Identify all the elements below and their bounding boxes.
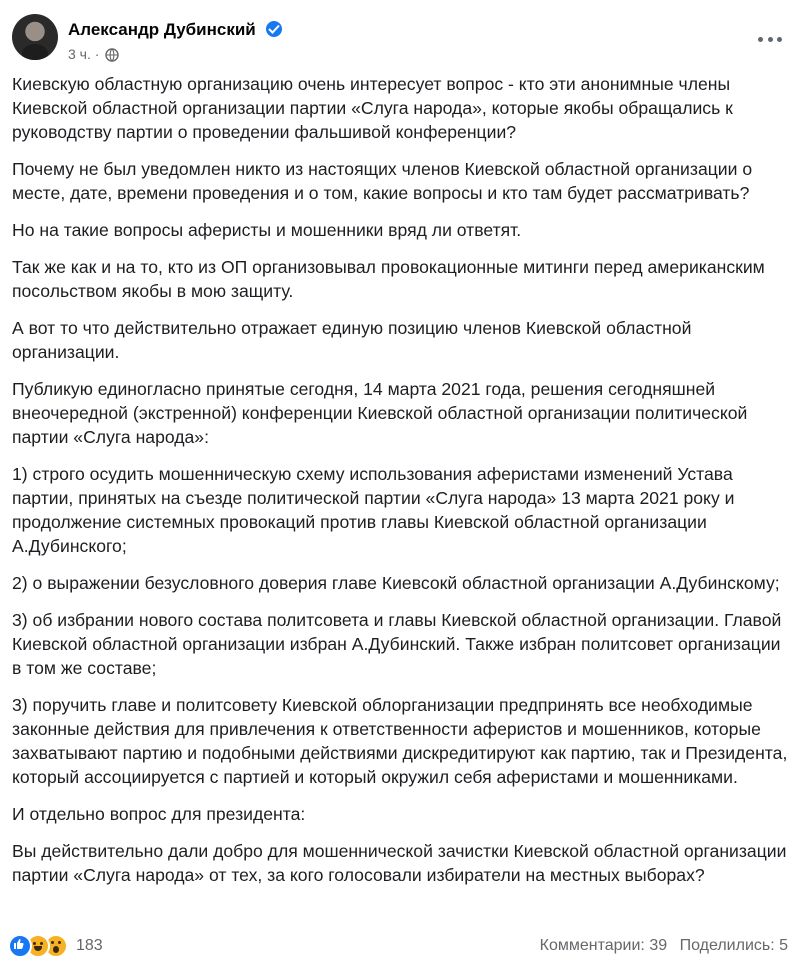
post-time[interactable]: 3 ч.: [68, 46, 91, 62]
more-options-button[interactable]: [758, 32, 782, 46]
post-paragraph: Так же как и на то, кто из ОП организовывал провокационные митинги перед американским посольством якобы в мою защиту.: [12, 257, 765, 301]
separator-dot: ·: [94, 46, 100, 62]
post-paragraph: И отдельно вопрос для президента:: [12, 804, 306, 824]
mouth: [53, 946, 59, 953]
eye: [33, 942, 36, 945]
dot-icon: [768, 37, 773, 42]
like-icon: [8, 934, 32, 958]
post-paragraph: Киевскую областную организацию очень интересует вопрос - кто эти анонимные члены Киевской областной организации партии «Слуга народа», которые якобы обращались к руководству партии о проведении фальшивой конференции?: [12, 74, 733, 142]
post-paragraph: 3) об избрании нового состава политсовета и главы Киевской областной организации. Главой Киевской областной организации избран А.Дубинский. Также избран политсовет организации в том же составе;: [12, 610, 782, 678]
post-paragraph: А вот то что действительно отражает единую позицию членов Киевской областной организации.: [12, 318, 692, 362]
post-paragraph: Почему не был уведомлен никто из настоящих членов Киевской областной организации о месте, дате, времени проведения и о том, какие вопросы и кто там будет рассматривать?: [12, 159, 753, 203]
post-footer: [8, 932, 788, 960]
verified-badge-icon: [266, 21, 282, 37]
eye: [51, 941, 54, 944]
post-stats: [532, 937, 788, 955]
avatar[interactable]: [12, 14, 58, 60]
dot-icon: [758, 37, 763, 42]
post-meta: [68, 46, 119, 65]
eye: [40, 942, 43, 945]
reactions-summary[interactable]: [8, 934, 103, 958]
post-paragraph: Публикую единогласно принятые сегодня, 14 марта 2021 года, решения сегодняшней внеочередной (экстренной) конференции Киевской областной организации политической партии «Слуга народа»:: [12, 379, 748, 447]
post-paragraph: Но на такие вопросы аферисты и мошенники вряд ли ответят.: [12, 220, 522, 240]
author-name[interactable]: [68, 20, 282, 40]
author-name-text[interactable]: Александр Дубинский: [68, 20, 256, 39]
post-paragraph: 1) строго осудить мошенническую схему использования аферистами изменений Устава партии, принятых на съезде политической партии «Слуга народа» 13 марта 2021 року и продолжение системных провокаций против главы Киевской областной организации А.Дубинского;: [12, 464, 735, 556]
reactions-count[interactable]: 183: [76, 937, 103, 954]
post-header: [12, 10, 788, 70]
post-paragraph: 2) о выражении безусловного доверия главе Киевсокй областной организации А.Дубинскому;: [12, 573, 780, 593]
shares-count-link[interactable]: Поделились: 5: [679, 937, 788, 954]
post-paragraph: 3) поручить главе и политсовету Киевской облорганизации предпринять все необходимые законные действия для привлечения к ответственности аферистов и мошенников, которые захватывают партию и подобными действиями дискредитируют как партию, так и Президента, который ассоциируется с партией и который окружил себя аферистами и мошенниками.: [12, 695, 788, 787]
globe-icon: [105, 48, 119, 65]
comments-count-link[interactable]: Комментарии: 39: [539, 937, 668, 954]
dot-icon: [777, 37, 782, 42]
mouth: [34, 946, 42, 951]
post-body: [12, 72, 790, 900]
post-paragraph: Вы действительно дали добро для мошеннической зачистки Киевской областной организации партии «Слуга народа» от тех, за кого голосовали избиратели на местных выборах?: [12, 841, 787, 885]
eye: [58, 941, 61, 944]
